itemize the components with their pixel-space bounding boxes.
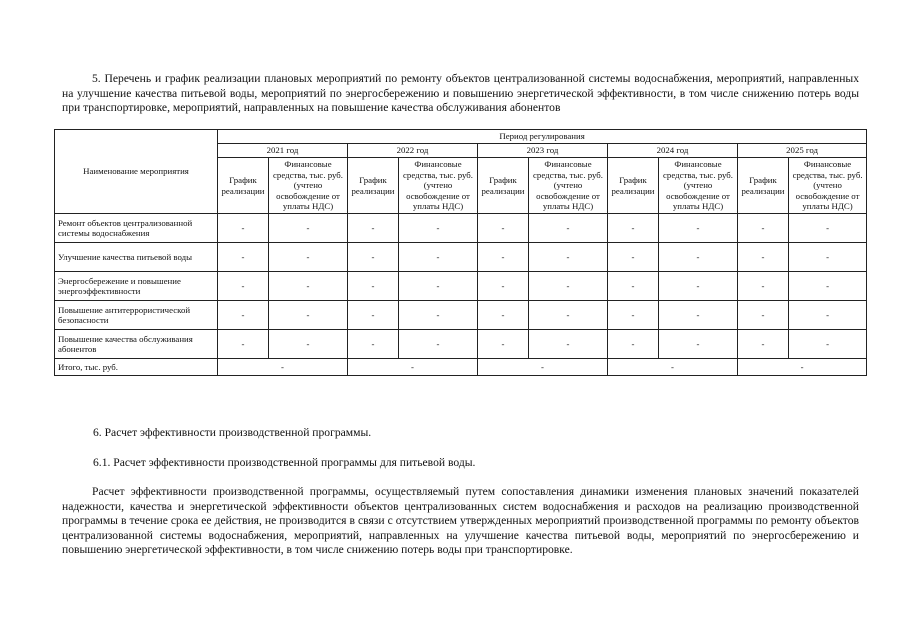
- finance-header: Финансовые средства, тыс. руб. (учтено освобождение от уплаты НДС): [269, 158, 348, 214]
- event-name: Ремонт объектов централизованной системы водоснабжения: [55, 214, 218, 243]
- finance-cell: -: [399, 214, 478, 243]
- finance-cell: -: [789, 243, 867, 272]
- section-5-heading: 5. Перечень и график реализации плановых мероприятий по ремонту объектов централизованной системы водоснабжения, мероприятий, направленных на улучшение качества питьевой воды, мероприятий по энергосбережению и повышению энергетической эффективности, в том числе снижению потерь воды при транспортировке, мероприятий, направленных на повышение качества обслуживания абонентов: [62, 72, 859, 115]
- finance-cell: -: [789, 301, 867, 330]
- event-name: Повышение качества обслуживания абонентов: [55, 330, 218, 359]
- finance-cell: -: [399, 330, 478, 359]
- schedule-cell: -: [738, 243, 789, 272]
- events-schedule-table: [54, 129, 867, 376]
- finance-header: Финансовые средства, тыс. руб. (учтено освобождение от уплаты НДС): [789, 158, 867, 214]
- schedule-cell: -: [738, 301, 789, 330]
- finance-cell: -: [269, 272, 348, 301]
- year-header: 2025 год: [738, 144, 867, 158]
- schedule-cell: -: [348, 330, 399, 359]
- schedule-header: График реализации: [738, 158, 789, 214]
- schedule-cell: -: [738, 272, 789, 301]
- total-cell: -: [478, 359, 608, 376]
- schedule-cell: -: [608, 301, 659, 330]
- schedule-cell: -: [608, 330, 659, 359]
- finance-cell: -: [659, 301, 738, 330]
- finance-cell: -: [789, 272, 867, 301]
- finance-cell: -: [789, 214, 867, 243]
- section-6-1-heading: 6.1. Расчет эффективности производственной программы для питьевой воды.: [93, 456, 476, 469]
- table-row: [55, 243, 867, 272]
- schedule-header: График реализации: [608, 158, 659, 214]
- finance-cell: -: [269, 243, 348, 272]
- total-cell: -: [348, 359, 478, 376]
- finance-header: Финансовые средства, тыс. руб. (учтено освобождение от уплаты НДС): [399, 158, 478, 214]
- schedule-cell: -: [608, 272, 659, 301]
- name-column-header: Наименование мероприятия: [55, 130, 218, 214]
- schedule-cell: -: [218, 272, 269, 301]
- schedule-cell: -: [348, 301, 399, 330]
- total-row: [55, 359, 867, 376]
- table-row: [55, 330, 867, 359]
- schedule-cell: -: [478, 301, 529, 330]
- total-cell: -: [608, 359, 738, 376]
- schedule-header: График реализации: [348, 158, 399, 214]
- finance-cell: -: [659, 243, 738, 272]
- finance-cell: -: [399, 243, 478, 272]
- schedule-cell: -: [478, 214, 529, 243]
- schedule-cell: -: [218, 214, 269, 243]
- event-name: Улучшение качества питьевой воды: [55, 243, 218, 272]
- table-body: [55, 214, 867, 359]
- finance-cell: -: [269, 301, 348, 330]
- schedule-cell: -: [218, 243, 269, 272]
- finance-cell: -: [789, 330, 867, 359]
- schedule-cell: -: [218, 301, 269, 330]
- total-label: Итого, тыс. руб.: [55, 359, 218, 376]
- finance-cell: -: [659, 272, 738, 301]
- schedule-cell: -: [478, 243, 529, 272]
- year-header: 2024 год: [608, 144, 738, 158]
- event-name: Повышение антитеррористической безопасности: [55, 301, 218, 330]
- schedule-cell: -: [348, 214, 399, 243]
- schedule-header: График реализации: [478, 158, 529, 214]
- year-header: 2023 год: [478, 144, 608, 158]
- finance-cell: -: [529, 214, 608, 243]
- table-row: [55, 272, 867, 301]
- table-row: [55, 301, 867, 330]
- finance-cell: -: [399, 301, 478, 330]
- schedule-cell: -: [218, 330, 269, 359]
- finance-header: Финансовые средства, тыс. руб. (учтено освобождение от уплаты НДС): [659, 158, 738, 214]
- finance-cell: -: [659, 214, 738, 243]
- finance-cell: -: [399, 272, 478, 301]
- finance-header: Финансовые средства, тыс. руб. (учтено освобождение от уплаты НДС): [529, 158, 608, 214]
- year-header: 2021 год: [218, 144, 348, 158]
- schedule-header: График реализации: [218, 158, 269, 214]
- schedule-cell: -: [478, 330, 529, 359]
- schedule-cell: -: [478, 272, 529, 301]
- finance-cell: -: [529, 243, 608, 272]
- finance-cell: -: [529, 272, 608, 301]
- finance-cell: -: [269, 214, 348, 243]
- schedule-cell: -: [738, 330, 789, 359]
- schedule-cell: -: [608, 243, 659, 272]
- total-cell: -: [738, 359, 867, 376]
- finance-cell: -: [529, 330, 608, 359]
- finance-cell: -: [659, 330, 738, 359]
- event-name: Энергосбережение и повышение энергоэффективности: [55, 272, 218, 301]
- year-header: 2022 год: [348, 144, 478, 158]
- schedule-cell: -: [738, 214, 789, 243]
- total-cell: -: [218, 359, 348, 376]
- schedule-cell: -: [608, 214, 659, 243]
- table-row: [55, 214, 867, 243]
- calc-paragraph: Расчет эффективности производственной программы, осуществляемый путем сопоставления динамики изменения плановых значений показателей надежности, качества и энергетической эффективности объектов централизованных систем водоснабжения и расходов на реализацию производственной программы в течение срока ее действия, не производится в связи с отсутствием утвержденных мероприятий производственной программы по ремонту объектов централизованной системы водоснабжения, мероприятий, направленных на улучшение качества питьевой воды, мероприятий по энергосбережению и повышению энергетической эффективности, в том числе снижению потерь воды при транспортировке.: [62, 485, 859, 557]
- finance-cell: -: [529, 301, 608, 330]
- schedule-cell: -: [348, 243, 399, 272]
- schedule-cell: -: [348, 272, 399, 301]
- section-6-heading: 6. Расчет эффективности производственной программы.: [93, 426, 372, 439]
- finance-cell: -: [269, 330, 348, 359]
- period-header: Период регулирования: [218, 130, 867, 144]
